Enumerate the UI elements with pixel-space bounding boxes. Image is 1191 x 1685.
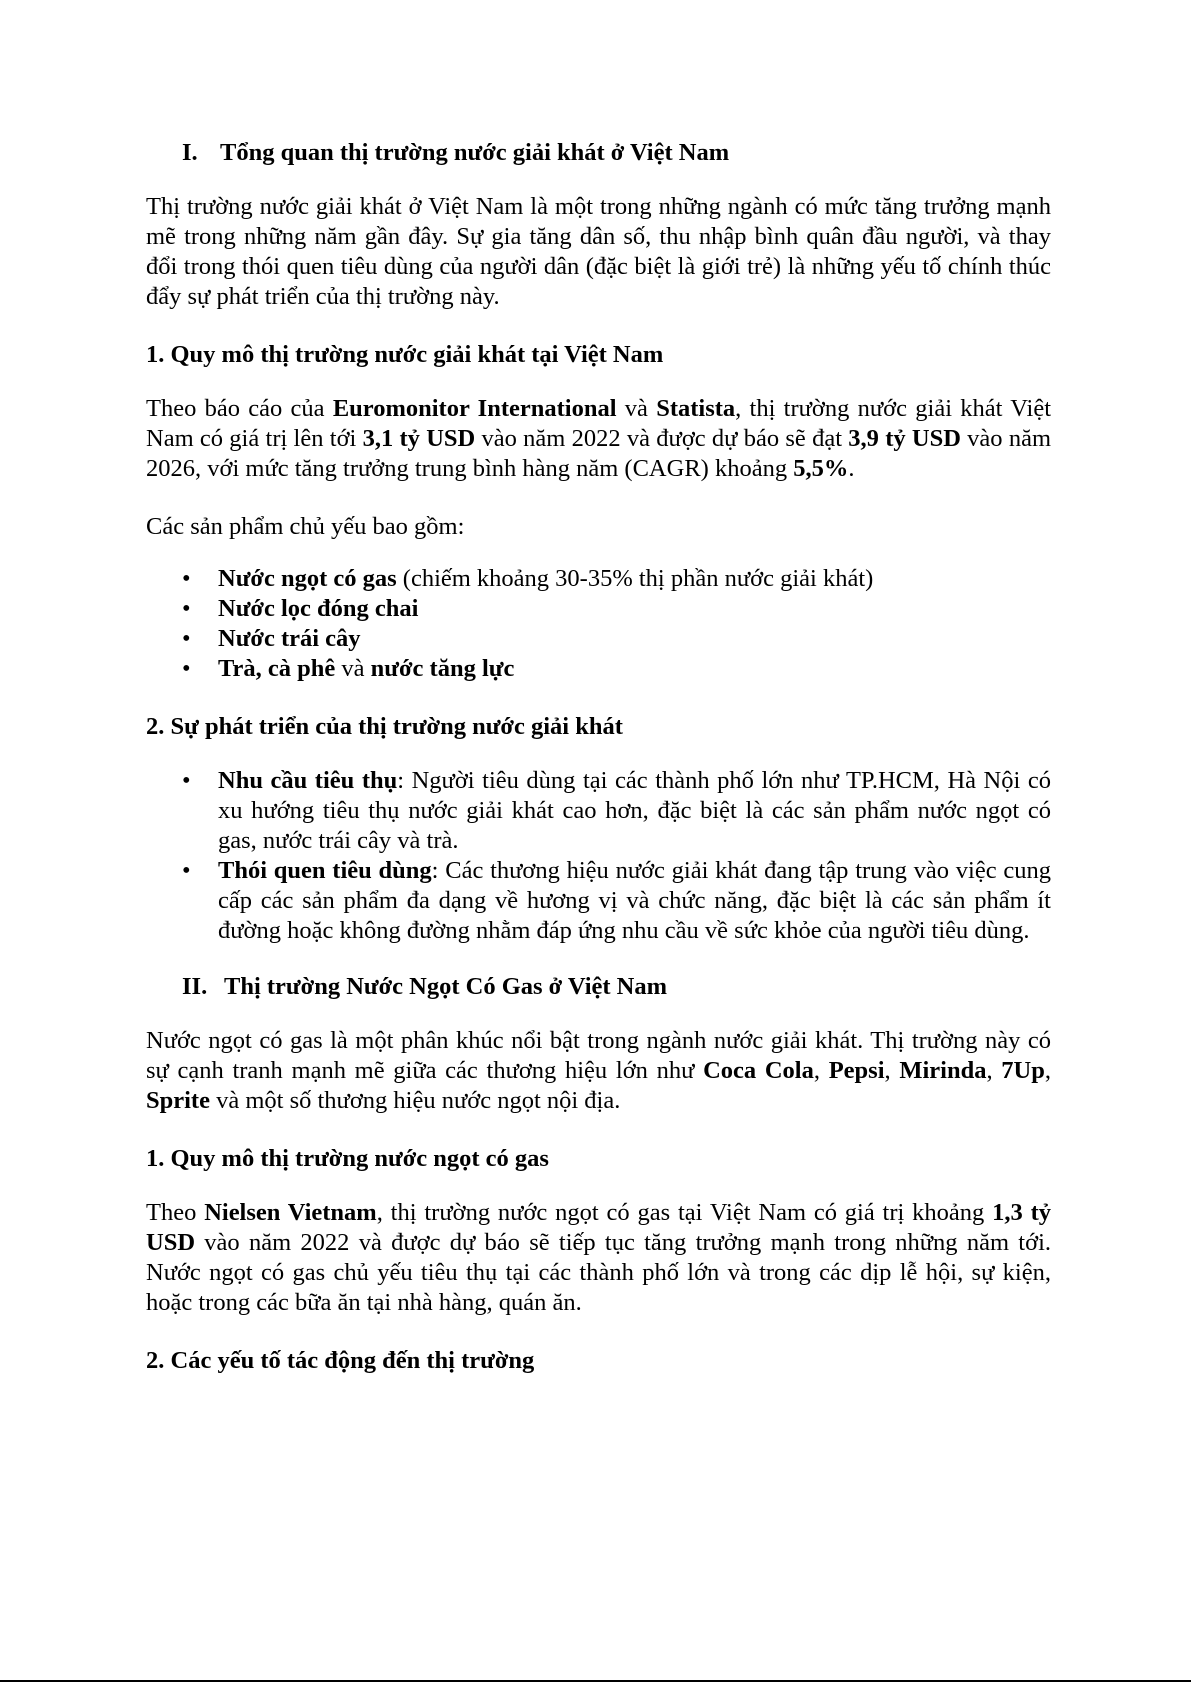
text-run: .	[848, 455, 855, 482]
text-run: vào năm 2022 và được dự báo sẽ tiếp tục tăng trưởng mạnh trong những năm tới. Nước ngọt có gas chủ yếu tiêu thụ tại các thành phố lớn và trong các dịp lễ hội, sự kiện, hoặc trong các bữa ăn tại nhà hàng, quán ăn.	[146, 1229, 1051, 1316]
bullet-icon: •	[182, 565, 191, 592]
document-body	[146, 138, 1051, 1400]
list-item	[146, 654, 1051, 684]
section-number: II.	[182, 973, 208, 1000]
brand-name: Coca Cola	[703, 1057, 814, 1084]
bullet-icon: •	[182, 625, 191, 652]
product-note: (chiếm khoảng 30-35% thị phần nước giải khát)	[396, 565, 874, 592]
text-run: ,	[813, 1057, 829, 1084]
text-run: ,	[1044, 1057, 1051, 1084]
factor-description: : Người tiêu dùng tại các thành phố lớn như TP.HCM, Hà Nội có xu hướng tiêu thụ nước giải khát cao hơn, đặc biệt là các sản phẩm nước ngọt có gas, nước trái cây và trà.	[218, 767, 1051, 854]
bullet-icon: •	[182, 595, 191, 622]
list-item	[146, 564, 1051, 594]
list-item	[146, 856, 1051, 946]
product-name: Nước trái cây	[218, 625, 361, 652]
factor-description: : Các thương hiệu nước giải khát đang tập trung vào việc cung cấp các sản phẩm đa dạng về hương vị và chức năng, đặc biệt là các sản phẩm ít đường hoặc không đường nhằm đáp ứng nhu cầu về sức khỏe của người tiêu dùng.	[218, 857, 1051, 944]
list-item	[146, 766, 1051, 856]
bold-source: Euromonitor International	[332, 395, 617, 422]
bold-source: Statista	[656, 395, 736, 422]
product-name: Nước ngọt có gas	[218, 565, 397, 592]
bullet-icon: •	[182, 655, 191, 682]
paragraph-products-intro: Các sản phẩm chủ yếu bao gồm:	[146, 513, 465, 540]
brand-name: Sprite	[146, 1087, 210, 1114]
bullet-icon: •	[182, 767, 191, 794]
product-note: và	[335, 655, 371, 682]
paragraph-soda-market-size	[146, 1198, 1051, 1318]
text-run: Theo	[146, 1199, 205, 1226]
section-heading-1	[146, 138, 1051, 168]
text-run: , thị trường nước ngọt có gas tại Việt Nam có giá trị khoảng	[376, 1199, 993, 1226]
list-item	[146, 624, 1051, 654]
text-run: ,	[986, 1057, 1002, 1084]
section-title: Tổng quan thị trường nước giải khát ở Việt Nam	[220, 139, 730, 166]
products-list	[146, 564, 1051, 684]
list-item	[146, 594, 1051, 624]
bold-value: 1,3 tỷ USD	[146, 1199, 1051, 1256]
bullet-icon: •	[182, 857, 191, 884]
paragraph-market-overview: Thị trường nước giải khát ở Việt Nam là một trong những ngành có mức tăng trưởng mạnh mẽ trong những năm gần đây. Sự gia tăng dân số, thu nhập bình quân đầu người, và thay đổi trong thói quen tiêu dùng của người dân (đặc biệt là giới trẻ) là những yếu tố chính thúc đẩy sự phát triển của thị trường này.	[146, 193, 1051, 310]
text-run: ,	[884, 1057, 900, 1084]
subheading-market-growth: 2. Sự phát triển của thị trường nước giải khát	[146, 713, 623, 740]
text-run: vào năm 2022 và được dự báo sẽ đạt	[475, 425, 849, 452]
product-name: Trà, cà phê	[218, 655, 336, 682]
brand-name: 7Up	[1001, 1057, 1045, 1084]
brand-name: Pepsi	[828, 1057, 885, 1084]
paragraph-soda-market	[146, 1026, 1051, 1116]
section-number: I.	[182, 139, 198, 166]
subheading-market-size: 1. Quy mô thị trường nước giải khát tại Việt Nam	[146, 341, 664, 368]
section-heading-2	[146, 972, 1051, 1002]
brand-name: Mirinda	[899, 1057, 987, 1084]
text-run: Nước ngọt có gas là một phân khúc nổi bật trong ngành nước giải khát. Thị trường này có sự cạnh tranh mạnh mẽ giữa các thương hiệu lớn như	[146, 1027, 1051, 1084]
text-run: và một số thương hiệu nước ngọt nội địa.	[209, 1087, 621, 1114]
bold-value: 3,1 tỷ USD	[362, 425, 476, 452]
product-name: nước tăng lực	[370, 655, 515, 682]
bold-value: 5,5%	[793, 455, 849, 482]
text-run: và	[616, 395, 657, 422]
section-title: Thị trường Nước Ngọt Có Gas ở Việt Nam	[224, 973, 668, 1000]
subheading-market-factors: 2. Các yếu tố tác động đến thị trường	[146, 1347, 535, 1374]
product-name: Nước lọc đóng chai	[218, 595, 419, 622]
text-run: , thị trường nước giải khát Việt Nam có giá trị lên tới	[146, 395, 1052, 452]
text-run: vào năm 2026, với mức tăng trưởng trung bình hàng năm (CAGR) khoảng	[146, 425, 1052, 482]
paragraph-market-size	[146, 394, 1051, 484]
subheading-soda-market-size: 1. Quy mô thị trường nước ngọt có gas	[146, 1145, 549, 1172]
bold-value: 3,9 tỷ USD	[848, 425, 961, 452]
growth-factors-list	[146, 766, 1051, 946]
page-bottom-rule	[0, 1680, 1191, 1682]
bold-source: Nielsen Vietnam	[204, 1199, 377, 1226]
factor-label: Nhu cầu tiêu thụ	[218, 767, 398, 794]
text-run: Theo báo cáo của	[146, 395, 333, 422]
factor-label: Thói quen tiêu dùng	[218, 857, 432, 884]
